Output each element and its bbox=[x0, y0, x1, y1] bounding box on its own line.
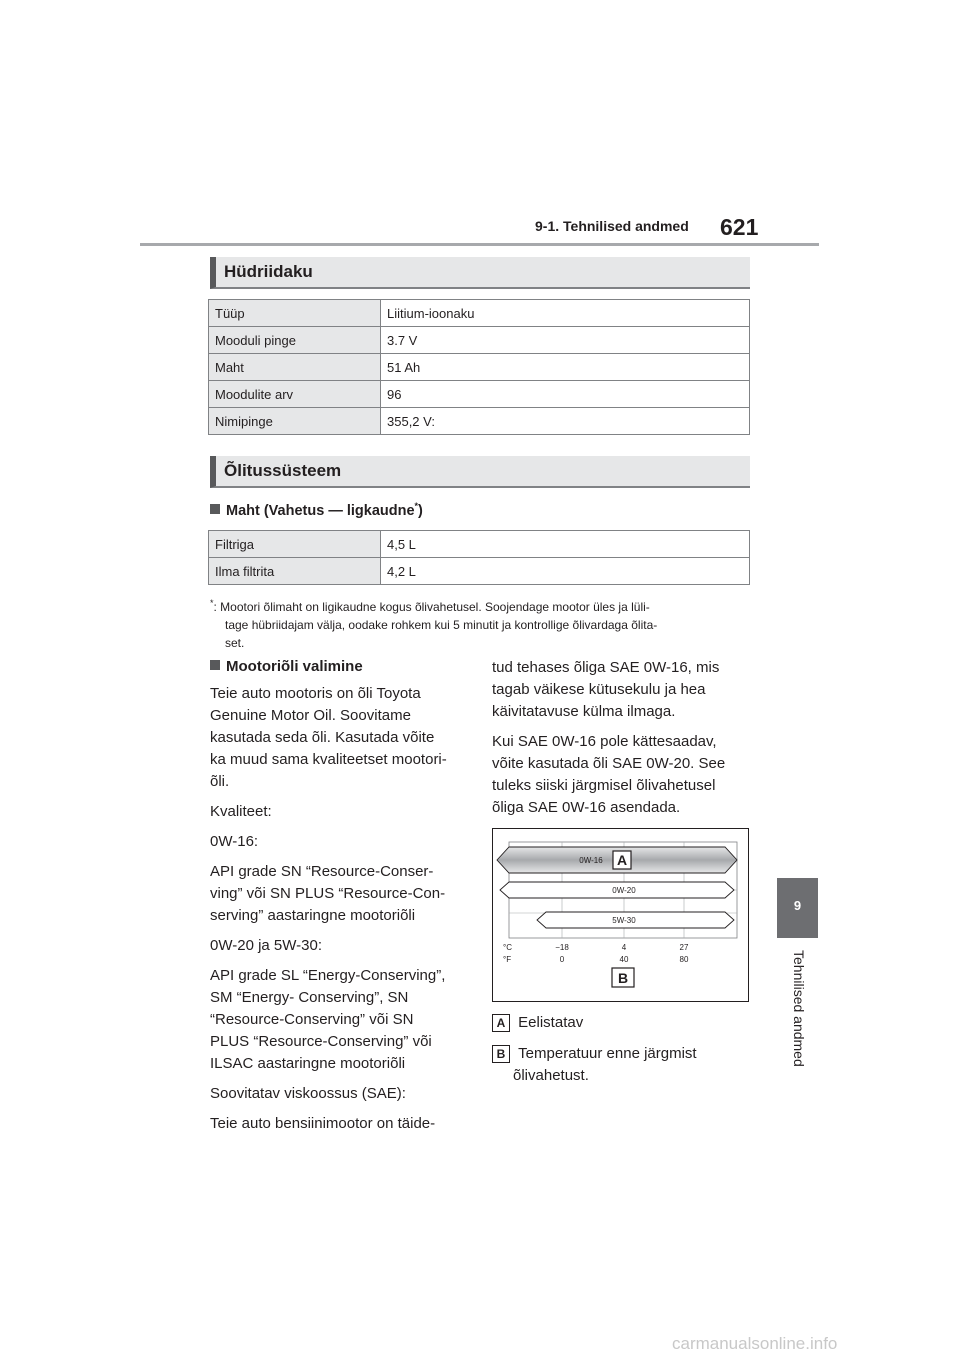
fahrenheit-unit-label: °F bbox=[503, 955, 512, 964]
row-label: Mooduli pinge bbox=[209, 327, 381, 354]
oil-selection-heading-text: Mootoriõli valimine bbox=[226, 658, 363, 675]
row-label: Filtriga bbox=[209, 531, 381, 558]
capacity-heading-text: Maht (Vahetus — ligkaudne bbox=[226, 502, 415, 519]
capacity-footnote bbox=[210, 594, 755, 652]
capacity-asterisk: * bbox=[414, 501, 419, 511]
capacity-heading bbox=[210, 501, 423, 519]
range-bar-label: 5W-30 bbox=[612, 916, 636, 925]
square-bullet-icon bbox=[210, 504, 220, 514]
celsius-tick-label: 4 bbox=[621, 943, 627, 952]
table-row bbox=[209, 531, 750, 558]
text-line: võite kasutada õli SAE 0W-20. See bbox=[492, 755, 726, 772]
footnote-line: set. bbox=[225, 636, 245, 650]
fahrenheit-tick-label: 40 bbox=[619, 955, 629, 964]
intro-paragraph bbox=[210, 683, 470, 793]
grade-0w20-label: 0W-20 ja 5W-30: bbox=[210, 937, 322, 954]
factory-fill-paragraph bbox=[492, 657, 757, 723]
text-line: ILSAC aastaringne mootoriõli bbox=[210, 1055, 406, 1072]
celsius-tick-label: 27 bbox=[679, 943, 689, 952]
text-line: õli. bbox=[210, 773, 230, 790]
hybrid-battery-title: Hüdriidaku bbox=[224, 262, 313, 281]
text-line: tuleks siiski järgmisel õlivahetusel bbox=[492, 777, 716, 794]
footnote-line: : Mootori õlimaht on ligikaudne kogus õlivahetusel. Soojendage mootor üles ja lüli- bbox=[213, 600, 650, 614]
substitute-paragraph bbox=[492, 731, 757, 819]
text-line: SM “Energy- Conserving”, SN bbox=[210, 989, 409, 1006]
square-bullet-icon bbox=[210, 660, 220, 670]
text-line: Genuine Motor Oil. Soovitame bbox=[210, 707, 411, 724]
viscosity-label: Soovitatav viskoossus (SAE): bbox=[210, 1085, 406, 1102]
oil-capacity-table bbox=[208, 530, 750, 585]
legend-b-text: Temperatuur enne järgmist bbox=[518, 1045, 697, 1062]
celsius-tick-label: −18 bbox=[555, 943, 569, 952]
row-value: 4,2 L bbox=[381, 558, 750, 585]
callout-b-label: B bbox=[617, 970, 629, 986]
left-column bbox=[210, 683, 470, 1143]
viscosity-chart bbox=[492, 828, 749, 1002]
legend-b-key: B bbox=[492, 1045, 510, 1063]
text-line: tagab väikese kütusekulu ja hea bbox=[492, 681, 706, 698]
header-divider bbox=[140, 243, 819, 246]
text-line: Kui SAE 0W-16 pole kättesaadav, bbox=[492, 733, 717, 750]
text-line: PLUS “Resource-Conserving” või bbox=[210, 1033, 432, 1050]
hybrid-battery-heading bbox=[210, 257, 750, 289]
page-number: 621 bbox=[720, 214, 759, 240]
row-label: Tüüp bbox=[209, 300, 381, 327]
legend-b bbox=[492, 1043, 697, 1087]
grade-0w20-paragraph bbox=[210, 965, 470, 1075]
table-row bbox=[209, 354, 750, 381]
grade-0w16-label: 0W-16: bbox=[210, 833, 259, 850]
row-value: 96 bbox=[381, 381, 750, 408]
right-column bbox=[492, 657, 757, 827]
text-line: Teie auto mootoris on õli Toyota bbox=[210, 685, 421, 702]
text-line: “Resource-Conserving” või SN bbox=[210, 1011, 414, 1028]
chapter-title: Tehnilised andmed bbox=[791, 950, 807, 1067]
row-value: 4,5 L bbox=[381, 531, 750, 558]
oil-selection-heading bbox=[210, 658, 363, 675]
table-row bbox=[209, 408, 750, 435]
callout-a-label: A bbox=[616, 852, 628, 868]
text-line: API grade SN “Resource-Conser- bbox=[210, 863, 434, 880]
legend-b-text-line2: õlivahetust. bbox=[513, 1067, 589, 1084]
row-value: 3.7 V bbox=[381, 327, 750, 354]
row-label: Maht bbox=[209, 354, 381, 381]
text-line: ving” või SN PLUS “Resource-Con- bbox=[210, 885, 446, 902]
range-bar-label: 0W-20 bbox=[612, 886, 636, 895]
legend-a bbox=[492, 1012, 583, 1034]
lubrication-title: Õlitussüsteem bbox=[224, 461, 342, 480]
capacity-close: ) bbox=[418, 502, 423, 519]
quality-label: Kvaliteet: bbox=[210, 803, 272, 820]
text-line: serving” aastaringne mootoriõli bbox=[210, 907, 416, 924]
row-label: Ilma filtrita bbox=[209, 558, 381, 585]
section-title: 9-1. Tehnilised andmed bbox=[535, 218, 689, 234]
table-row bbox=[209, 381, 750, 408]
grade-0w16-paragraph bbox=[210, 861, 470, 927]
last-left-line: Teie auto bensiinimootor on täide- bbox=[210, 1115, 436, 1132]
fahrenheit-tick-label: 80 bbox=[679, 955, 689, 964]
row-value: 51 Ah bbox=[381, 354, 750, 381]
watermark: carmanualsonline.info bbox=[672, 1334, 838, 1353]
lubrication-heading bbox=[210, 456, 750, 488]
row-label: Moodulite arv bbox=[209, 381, 381, 408]
text-line: õliga SAE 0W-16 asendada. bbox=[492, 799, 681, 816]
celsius-unit-label: °C bbox=[503, 943, 512, 952]
hybrid-battery-table bbox=[208, 299, 750, 435]
table-row bbox=[209, 327, 750, 354]
fahrenheit-tick-label: 0 bbox=[559, 955, 565, 964]
table-row bbox=[209, 300, 750, 327]
text-line: käivitatavuse külma ilmaga. bbox=[492, 703, 676, 720]
text-line: kasutada seda õli. Kasutada võite bbox=[210, 729, 435, 746]
row-value: Liitium-ioonaku bbox=[381, 300, 750, 327]
chapter-number: 9 bbox=[793, 898, 802, 913]
table-row bbox=[209, 558, 750, 585]
text-line: API grade SL “Energy-Conserving”, bbox=[210, 967, 446, 984]
footnote-marker: * bbox=[210, 598, 214, 608]
text-line: tud tehases õliga SAE 0W-16, mis bbox=[492, 659, 720, 676]
row-value: 355,2 V: bbox=[381, 408, 750, 435]
legend-a-key: A bbox=[492, 1014, 510, 1032]
footnote-line: tage hübriidajam välja, oodake rohkem kui 5 minutit ja kontrollige õlivardaga õlita- bbox=[225, 618, 658, 632]
range-bar-label: 0W-16 bbox=[579, 856, 603, 865]
text-line: ka muud sama kvaliteetset mootori- bbox=[210, 751, 447, 768]
row-label: Nimipinge bbox=[209, 408, 381, 435]
legend-a-text: Eelistatav bbox=[518, 1014, 584, 1031]
